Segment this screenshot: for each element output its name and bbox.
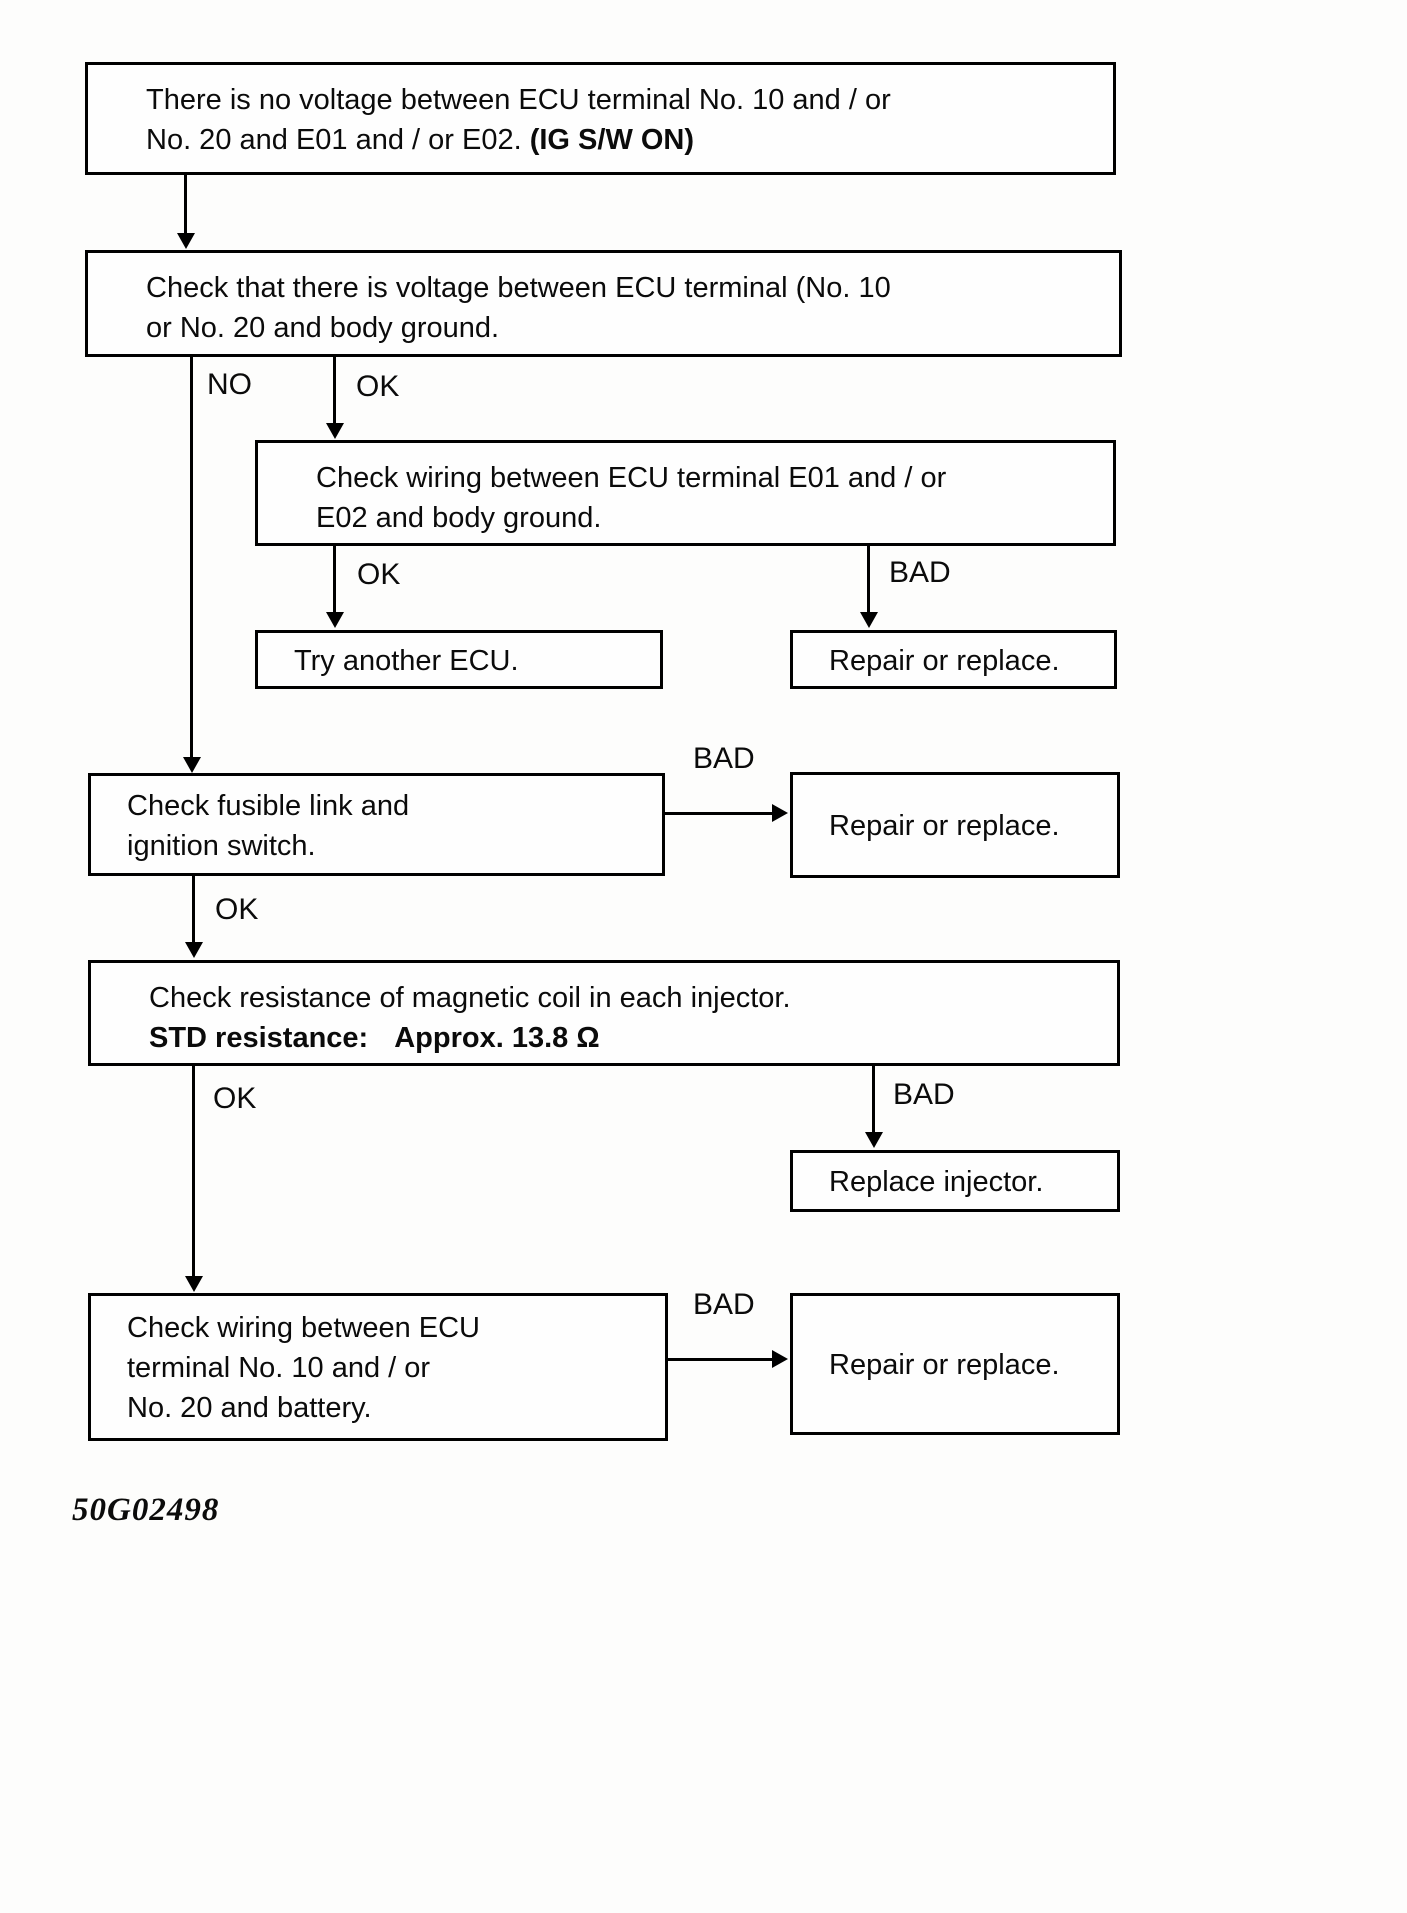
box-text-line: Replace injector. [829, 1166, 1044, 1198]
connector-box1-box2-line [184, 175, 187, 235]
branch-label-ok: OK [356, 370, 400, 403]
connector-box8-box9-line [872, 1066, 875, 1134]
box-text-line: Check resistance of magnetic coil in each injector. [149, 982, 791, 1014]
flow-box-repair-or-replace-1 [790, 630, 1117, 689]
branch-label-bad: BAD [693, 742, 755, 775]
box-text-line: ignition switch. [127, 829, 316, 862]
connector-box2-box3-line [333, 357, 336, 425]
box-text-line: Repair or replace. [829, 810, 1060, 842]
connector-box6-box8-line [192, 876, 195, 942]
flow-box-check-injector-resistance [88, 960, 1120, 1066]
connector-box10-box11-line [668, 1358, 775, 1361]
box-text-line: Repair or replace. [829, 1349, 1060, 1381]
flow-box-check-wiring-e01-e02 [255, 440, 1116, 546]
connector-no-branch-arrowhead-icon [183, 757, 201, 773]
connector-box3-box4-line [333, 546, 336, 614]
box-text-line: E02 and body ground. [316, 502, 602, 534]
box-text-line: Check wiring between ECU [127, 1312, 480, 1344]
box-text-line: Repair or replace. [829, 644, 1060, 677]
flow-box-repair-or-replace-2 [790, 772, 1120, 878]
connector-box1-box2-arrowhead-icon [177, 233, 195, 249]
branch-label-no: NO [207, 368, 252, 401]
box-text-line: No. 20 and battery. [127, 1392, 372, 1424]
branch-label-bad: BAD [893, 1078, 955, 1111]
box-text-line: terminal No. 10 and / or [127, 1352, 431, 1384]
box-text-line: There is no voltage between ECU terminal No. 10 and / or [146, 84, 891, 116]
connector-box8-box10-line [192, 1066, 195, 1278]
branch-label-bad: BAD [693, 1288, 755, 1321]
box-text-bold: STD resistance: [149, 1022, 369, 1054]
box-text-line: or No. 20 and body ground. [146, 312, 500, 344]
connector-box8-box10-arrowhead-icon [185, 1276, 203, 1292]
connector-box6-box7-line [665, 812, 775, 815]
box-text-line: Check wiring between ECU terminal E01 and / or [316, 462, 947, 494]
box-text-line: No. 20 and E01 and / or E02. (IG S/W ON) [146, 124, 695, 156]
branch-label-bad: BAD [889, 556, 951, 589]
connector-box3-box5-line [867, 546, 870, 614]
flow-box-repair-or-replace-3 [790, 1293, 1120, 1435]
flow-box-check-fusible-link [88, 773, 665, 876]
flow-box-check-voltage-body-ground [85, 250, 1122, 357]
branch-label-ok: OK [357, 558, 401, 591]
box-text-line [149, 1018, 1099, 1058]
flow-box-try-another-ecu [255, 630, 663, 689]
flow-box-check-wiring-battery [88, 1293, 668, 1441]
connector-box6-box7-arrowhead-icon [772, 804, 788, 822]
box-text-line: Check fusible link and [127, 789, 410, 822]
connector-box3-box4-arrowhead-icon [326, 612, 344, 628]
flow-box-symptom-no-voltage [85, 62, 1116, 175]
branch-label-ok: OK [215, 893, 259, 926]
box-text-line: Try another ECU. [294, 644, 519, 677]
figure-id: 50G02498 [72, 1492, 220, 1528]
connector-box10-box11-arrowhead-icon [772, 1350, 788, 1368]
box-text-bold: (IG S/W ON) [529, 124, 695, 156]
branch-label-ok: OK [213, 1082, 257, 1115]
connector-box8-box9-arrowhead-icon [865, 1132, 883, 1148]
box-text-line: Check that there is voltage between ECU terminal (No. 10 [146, 272, 891, 304]
connector-box2-box3-arrowhead-icon [326, 423, 344, 439]
connector-box3-box5-arrowhead-icon [860, 612, 878, 628]
flow-box-replace-injector [790, 1150, 1120, 1212]
box-text-bold: Approx. 13.8 Ω [394, 1022, 600, 1054]
connector-box6-box8-arrowhead-icon [185, 942, 203, 958]
connector-no-branch-line [190, 357, 193, 759]
